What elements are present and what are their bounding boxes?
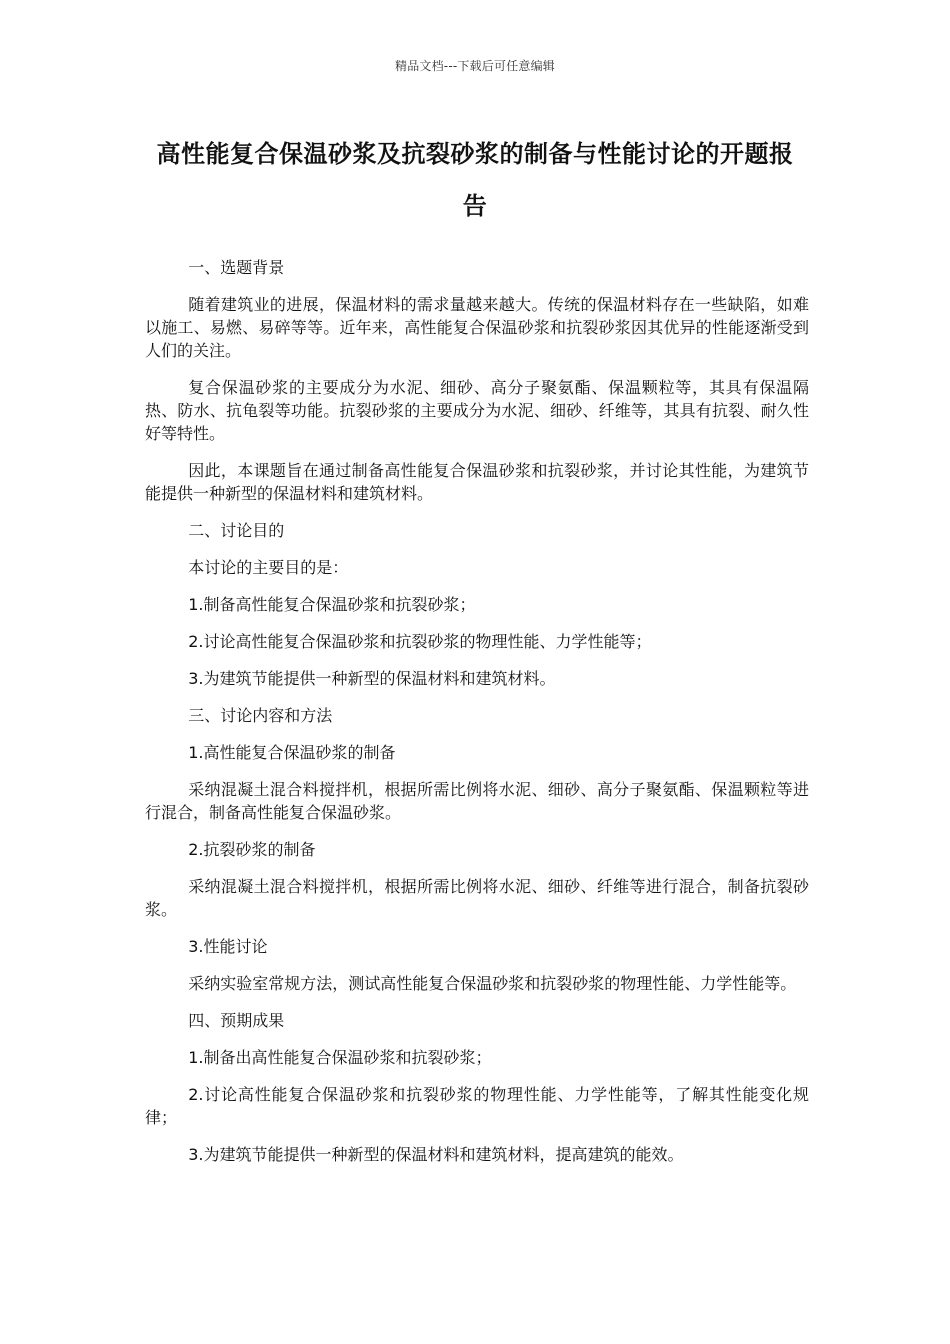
list-item: 3.为建筑节能提供一种新型的保温材料和建筑材料，提高建筑的能效。 <box>188 1145 684 1164</box>
subsection-heading: 2.抗裂砂浆的制备 <box>188 840 316 859</box>
body-paragraph: 采纳实验室常规方法，测试高性能复合保温砂浆和抗裂砂浆的物理性能、力学性能等。 <box>188 974 797 993</box>
body-paragraph: 随着建筑业的进展，保温材料的需求量越来越大。传统的保温材料存在一些缺陷，如难以施工、易燃、易碎等等。近年来，高性能复合保温砂浆和抗裂砂浆因其优异的性能逐渐受到人们的关注。 <box>145 295 809 360</box>
section-heading-expected-results: 四、预期成果 <box>188 1011 285 1030</box>
section-heading-purpose: 二、讨论目的 <box>188 521 285 540</box>
list-item: 3.为建筑节能提供一种新型的保温材料和建筑材料。 <box>188 669 556 688</box>
list-item: 1.制备出高性能复合保温砂浆和抗裂砂浆； <box>188 1048 492 1067</box>
page-header-note: 精品文档---下载后可任意编辑 <box>395 59 555 73</box>
body-paragraph: 采纳混凝土混合料搅拌机，根据所需比例将水泥、细砂、纤维等进行混合，制备抗裂砂浆。 <box>145 877 809 919</box>
body-paragraph: 因此，本课题旨在通过制备高性能复合保温砂浆和抗裂砂浆，并讨论其性能，为建筑节能提供一种新型的保温材料和建筑材料。 <box>145 461 809 503</box>
document-title: 高性能复合保温砂浆及抗裂砂浆的制备与性能讨论的开题报告 <box>156 140 794 220</box>
body-paragraph: 采纳混凝土混合料搅拌机，根据所需比例将水泥、细砂、高分子聚氨酯、保温颗粒等进行混合，制备高性能复合保温砂浆。 <box>145 780 809 822</box>
document-body <box>145 256 809 1180</box>
list-item: 2.讨论高性能复合保温砂浆和抗裂砂浆的物理性能、力学性能等，了解其性能变化规律； <box>145 1085 809 1127</box>
list-item: 1.制备高性能复合保温砂浆和抗裂砂浆； <box>188 595 476 614</box>
subsection-heading: 1.高性能复合保温砂浆的制备 <box>188 743 396 762</box>
section-heading-content-methods: 三、讨论内容和方法 <box>188 706 333 725</box>
body-paragraph: 本讨论的主要目的是： <box>188 558 349 577</box>
subsection-heading: 3.性能讨论 <box>188 937 268 956</box>
list-item: 2.讨论高性能复合保温砂浆和抗裂砂浆的物理性能、力学性能等； <box>188 632 652 651</box>
body-paragraph: 复合保温砂浆的主要成分为水泥、细砂、高分子聚氨酯、保温颗粒等，其具有保温隔热、防水、抗龟裂等功能。抗裂砂浆的主要成分为水泥、细砂、纤维等，其具有抗裂、耐久性好等特性。 <box>145 378 809 443</box>
section-heading-background: 一、选题背景 <box>188 258 285 277</box>
